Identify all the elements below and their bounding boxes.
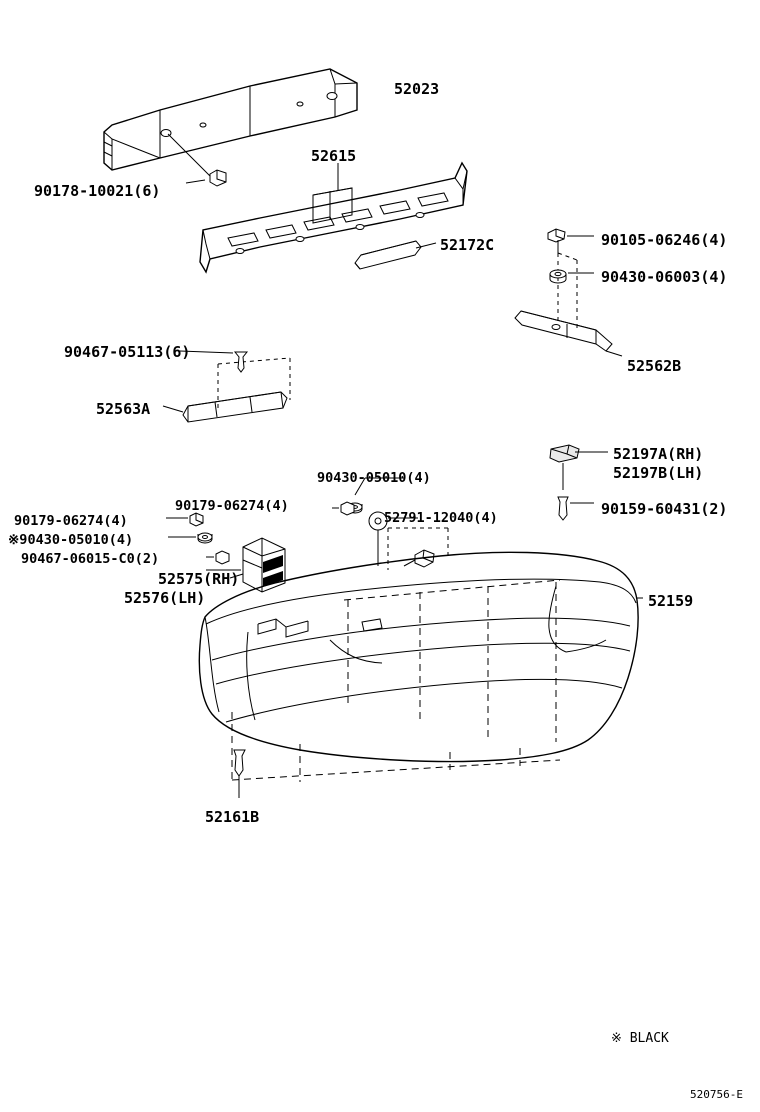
part-label-90467-05113: 90467-05113(6)	[64, 343, 191, 361]
part-label-52197B-lh: 52197B(LH)	[613, 464, 704, 482]
part-label-90467-06015-C0: 90467-06015-C0(2)	[21, 551, 160, 567]
footnote-black: ※ BLACK	[611, 1031, 669, 1046]
part-label-90178-10021: 90178-10021(6)	[34, 182, 161, 200]
part-52172C-bracket	[355, 241, 436, 269]
part-90430-06003-washer	[550, 270, 594, 283]
part-label-90430-06003: 90430-06003(4)	[601, 268, 728, 286]
part-label-52563A: 52563A	[96, 400, 151, 418]
part-label-52791-12040: 52791-12040(4)	[384, 510, 498, 526]
part-label-52159: 52159	[648, 592, 694, 610]
part-52161B-clip	[234, 750, 245, 798]
part-90105-06246-bolt	[548, 229, 594, 256]
part-52197-bracket	[550, 445, 608, 490]
part-label-52562B: 52562B	[627, 357, 682, 375]
part-label-90105-06246: 90105-06246(4)	[601, 231, 728, 249]
part-90159-60431-bolt	[558, 497, 594, 520]
part-label-90430-05010-center: 90430-05010(4)	[317, 470, 431, 486]
part-label-52197A-rh: 52197A(RH)	[613, 445, 704, 463]
part-label-90430-05010-left: ※90430-05010(4)	[8, 532, 134, 548]
part-90178-10021-bolt	[168, 134, 226, 186]
part-label-90179-06274-b: 90179-06274(4)	[175, 498, 289, 514]
part-label-90159-60431: 90159-60431(2)	[601, 500, 728, 518]
part-label-52023: 52023	[394, 80, 440, 98]
part-52563A-seal	[163, 358, 290, 422]
part-label-52161B: 52161B	[205, 808, 260, 826]
part-label-52615: 52615	[311, 147, 357, 165]
part-label-52576-lh: 52576(LH)	[124, 589, 206, 607]
part-label-90179-06274-a: 90179-06274(4)	[14, 513, 128, 529]
part-label-52575-rh: 52575(RH)	[158, 570, 240, 588]
part-label-52172C: 52172C	[440, 236, 495, 254]
figure-code: 520756-E	[690, 1088, 743, 1101]
part-52615-absorber	[200, 163, 467, 272]
